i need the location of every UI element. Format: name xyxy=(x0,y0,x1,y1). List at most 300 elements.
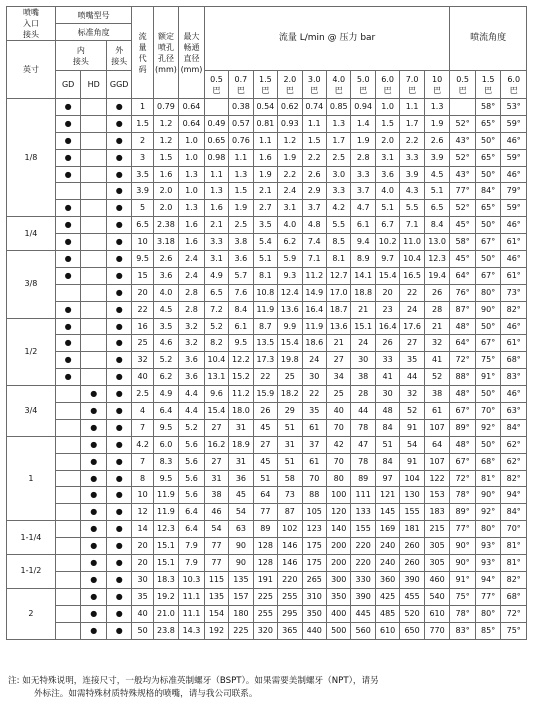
flow-value-cell: 90 xyxy=(229,538,253,555)
flow-value-cell: 38 xyxy=(424,386,450,403)
spray-angle-cell: 67° xyxy=(475,267,501,284)
spray-angle-cell: 50° xyxy=(475,166,501,183)
hd-marker-cell xyxy=(81,284,107,301)
spray-angle-cell: 50° xyxy=(475,132,501,149)
hd-marker-cell: ● xyxy=(81,555,107,572)
spray-angle-cell: 64° xyxy=(450,335,476,352)
flow-value-cell: 6.5 xyxy=(424,200,450,217)
orifice-diameter-cell: 3.5 xyxy=(153,318,179,335)
orifice-diameter-cell: 5.2 xyxy=(153,352,179,369)
ggd-marker-cell: ● xyxy=(106,200,132,217)
flow-value-cell: 3.3 xyxy=(400,149,424,166)
max-passage-cell: 5.2 xyxy=(179,419,205,436)
hd-marker-cell: ● xyxy=(81,419,107,436)
spray-angle-cell: 67° xyxy=(475,234,501,251)
flow-value-cell: 11.0 xyxy=(400,234,424,251)
spray-angle-cell: 82° xyxy=(501,571,527,588)
spray-angle-cell: 72° xyxy=(501,605,527,622)
flow-value-cell: 64 xyxy=(253,487,277,504)
ggd-marker-cell: ● xyxy=(106,386,132,403)
flow-value-cell: 15.1 xyxy=(351,318,375,335)
flow-value-cell: 265 xyxy=(302,571,326,588)
hd-marker-cell xyxy=(81,234,107,251)
flow-value-cell: 80 xyxy=(327,470,351,487)
pressure-header-9: 10 巴 xyxy=(424,71,450,99)
table-row xyxy=(7,115,527,132)
flow-value-cell: 77 xyxy=(253,504,277,521)
flow-value-cell: 183 xyxy=(424,504,450,521)
flow-value-cell: 22 xyxy=(400,284,424,301)
flow-code-cell: 50 xyxy=(132,622,153,639)
flow-value-cell: 44 xyxy=(400,369,424,386)
flow-value-cell: 70 xyxy=(327,419,351,436)
flow-value-cell: 28 xyxy=(424,301,450,318)
header-ggd: GGD xyxy=(106,71,132,99)
gd-marker-cell: ● xyxy=(55,267,81,284)
flow-value-cell: 27 xyxy=(327,352,351,369)
table-row xyxy=(7,284,527,301)
flow-value-cell: 350 xyxy=(302,605,326,622)
flow-value-cell: 51 xyxy=(253,470,277,487)
spray-angle-cell: 58° xyxy=(475,99,501,116)
gd-marker-cell xyxy=(55,521,81,538)
orifice-diameter-cell: 1.2 xyxy=(153,115,179,132)
ggd-marker-cell: ● xyxy=(106,470,132,487)
max-passage-cell: 5.6 xyxy=(179,470,205,487)
gd-marker-cell xyxy=(55,470,81,487)
flow-value-cell: 41 xyxy=(424,352,450,369)
flow-value-cell: 610 xyxy=(424,605,450,622)
flow-value-cell: 8.9 xyxy=(351,251,375,268)
flow-value-cell: 3.3 xyxy=(351,166,375,183)
flow-value-cell: 4.8 xyxy=(302,217,326,234)
flow-value-cell: 8.1 xyxy=(327,251,351,268)
ggd-marker-cell: ● xyxy=(106,538,132,555)
flow-value-cell: 104 xyxy=(400,470,424,487)
spray-angle-cell: 50° xyxy=(475,386,501,403)
flow-value-cell: 2.6 xyxy=(302,166,326,183)
flow-value-cell: 7.1 xyxy=(302,251,326,268)
flow-value-cell: 2.2 xyxy=(400,132,424,149)
flow-value-cell: 10.4 xyxy=(204,352,228,369)
flow-value-cell: 17.3 xyxy=(253,352,277,369)
table-row xyxy=(7,521,527,538)
flow-value-cell: 16.4 xyxy=(375,318,399,335)
orifice-diameter-cell: 3.18 xyxy=(153,234,179,251)
flow-value-cell: 1.1 xyxy=(229,149,253,166)
flow-value-cell: 5.5 xyxy=(327,217,351,234)
flow-value-cell: 4.0 xyxy=(375,183,399,200)
hd-marker-cell xyxy=(81,301,107,318)
spray-angle-cell: 93° xyxy=(475,538,501,555)
flow-code-cell: 20 xyxy=(132,538,153,555)
gd-marker-cell xyxy=(55,555,81,572)
flow-code-cell: 30 xyxy=(132,571,153,588)
orifice-diameter-cell: 1.2 xyxy=(153,132,179,149)
table-row xyxy=(7,200,527,217)
max-passage-cell: 2.4 xyxy=(179,251,205,268)
hd-marker-cell xyxy=(81,99,107,116)
flow-value-cell: 46 xyxy=(204,504,228,521)
flow-value-cell: 29 xyxy=(278,403,302,420)
hd-marker-cell xyxy=(81,115,107,132)
gd-marker-cell: ● xyxy=(55,200,81,217)
flow-value-cell: 3.1 xyxy=(375,149,399,166)
flow-value-cell: 360 xyxy=(375,571,399,588)
flow-value-cell: 135 xyxy=(229,571,253,588)
flow-value-cell: 16.2 xyxy=(204,436,228,453)
header-inner-thread: 内 接头 xyxy=(55,41,106,71)
flow-code-cell: 40 xyxy=(132,369,153,386)
ggd-marker-cell: ● xyxy=(106,571,132,588)
flow-value-cell: 90 xyxy=(229,555,253,572)
flow-value-cell: 1.0 xyxy=(375,99,399,116)
flow-value-cell: 78 xyxy=(351,419,375,436)
table-row xyxy=(7,419,527,436)
flow-value-cell: 7.4 xyxy=(302,234,326,251)
flow-value-cell: 225 xyxy=(229,622,253,639)
flow-value-cell: 175 xyxy=(302,555,326,572)
pressure-header-2: 1.5 巴 xyxy=(253,71,277,99)
gd-marker-cell: ● xyxy=(55,251,81,268)
spray-angle-cell: 94° xyxy=(475,571,501,588)
header-flow-title: 流量 L/min @ 压力 bar xyxy=(204,7,450,71)
pressure-header-7: 6.0 巴 xyxy=(375,71,399,99)
header-outer-thread: 外 接头 xyxy=(106,41,132,71)
max-passage-cell: 4.4 xyxy=(179,403,205,420)
ggd-marker-cell: ● xyxy=(106,419,132,436)
hd-marker-cell: ● xyxy=(81,521,107,538)
hd-marker-cell xyxy=(81,352,107,369)
spray-angle-cell: 93° xyxy=(475,555,501,572)
footnote xyxy=(8,675,523,701)
hd-marker-cell: ● xyxy=(81,386,107,403)
flow-code-cell: 3.9 xyxy=(132,183,153,200)
flow-value-cell: 9.7 xyxy=(375,251,399,268)
spray-angle-cell: 63° xyxy=(501,403,527,420)
flow-value-cell: 5.1 xyxy=(253,251,277,268)
flow-value-cell: 6.1 xyxy=(229,318,253,335)
flow-value-cell: 58 xyxy=(278,470,302,487)
flow-value-cell: 128 xyxy=(253,555,277,572)
spray-angle-cell: 59° xyxy=(501,200,527,217)
flow-value-cell: 9.9 xyxy=(278,318,302,335)
flow-value-cell: 260 xyxy=(400,555,424,572)
orifice-diameter-cell: 21.0 xyxy=(153,605,179,622)
flow-value-cell: 0.93 xyxy=(278,115,302,132)
inlet-size-cell: 1-1/2 xyxy=(7,555,56,589)
table-row xyxy=(7,453,527,470)
flow-value-cell: 146 xyxy=(278,555,302,572)
spray-angle-cell: 64° xyxy=(450,267,476,284)
flow-value-cell: 84 xyxy=(375,453,399,470)
flow-value-cell: 63 xyxy=(229,521,253,538)
orifice-diameter-cell: 18.3 xyxy=(153,571,179,588)
table-row xyxy=(7,504,527,521)
flow-value-cell: 107 xyxy=(424,419,450,436)
flow-value-cell: 2.7 xyxy=(253,200,277,217)
flow-value-cell: 445 xyxy=(351,605,375,622)
flow-value-cell: 48 xyxy=(375,403,399,420)
ggd-marker-cell: ● xyxy=(106,251,132,268)
flow-value-cell: 1.9 xyxy=(351,132,375,149)
flow-code-cell: 7 xyxy=(132,453,153,470)
orifice-diameter-cell: 4.6 xyxy=(153,335,179,352)
flow-value-cell: 540 xyxy=(424,588,450,605)
hd-marker-cell xyxy=(81,369,107,386)
spray-angle-cell: 46° xyxy=(501,217,527,234)
spray-angle-cell: 45° xyxy=(450,217,476,234)
orifice-diameter-cell: 2.38 xyxy=(153,217,179,234)
spray-angle-cell: 53° xyxy=(501,99,527,116)
spray-angle-cell: 84° xyxy=(501,419,527,436)
spray-angle-cell: 77° xyxy=(450,521,476,538)
flow-value-cell: 770 xyxy=(424,622,450,639)
header-rated-orifice: 额定 喷孔 孔径 (mm) xyxy=(153,7,179,99)
flow-code-cell: 1.5 xyxy=(132,115,153,132)
table-row xyxy=(7,234,527,251)
flow-value-cell: 17.0 xyxy=(327,284,351,301)
ggd-marker-cell: ● xyxy=(106,301,132,318)
flow-value-cell: 120 xyxy=(327,504,351,521)
table-row xyxy=(7,386,527,403)
flow-value-cell: 102 xyxy=(278,521,302,538)
flow-code-cell: 2.5 xyxy=(132,386,153,403)
spray-angle-cell: 48° xyxy=(450,318,476,335)
flow-value-cell: 8.7 xyxy=(253,318,277,335)
ggd-marker-cell: ● xyxy=(106,234,132,251)
flow-value-cell: 78 xyxy=(351,453,375,470)
flow-value-cell: 3.3 xyxy=(204,234,228,251)
header-inlet-title: 喷嘴 入口 接头 xyxy=(7,7,56,41)
flow-value-cell: 27 xyxy=(204,419,228,436)
spray-angle-cell: 90° xyxy=(475,487,501,504)
ggd-marker-cell: ● xyxy=(106,166,132,183)
spray-angle-cell: 61° xyxy=(501,267,527,284)
flow-value-cell: 14.9 xyxy=(302,284,326,301)
flow-value-cell: 88 xyxy=(302,487,326,504)
flow-value-cell: 1.3 xyxy=(327,115,351,132)
hd-marker-cell: ● xyxy=(81,403,107,420)
flow-value-cell: 1.1 xyxy=(400,99,424,116)
inlet-size-cell: 2 xyxy=(7,588,56,639)
flow-value-cell: 8.1 xyxy=(253,267,277,284)
flow-value-cell: 3.9 xyxy=(424,149,450,166)
table-row xyxy=(7,251,527,268)
flow-value-cell: 425 xyxy=(375,588,399,605)
spray-angle-cell: 68° xyxy=(501,352,527,369)
flow-value-cell: 1.5 xyxy=(302,132,326,149)
flow-value-cell: 192 xyxy=(204,622,228,639)
inlet-size-cell: 1/8 xyxy=(7,99,56,217)
flow-code-cell: 9.5 xyxy=(132,251,153,268)
flow-value-cell: 350 xyxy=(327,588,351,605)
flow-value-cell: 14.1 xyxy=(351,267,375,284)
gd-marker-cell: ● xyxy=(55,234,81,251)
flow-value-cell: 22 xyxy=(302,386,326,403)
ggd-marker-cell: ● xyxy=(106,99,132,116)
pressure-header-6: 5.0 巴 xyxy=(351,71,375,99)
flow-value-cell: 70 xyxy=(327,453,351,470)
flow-value-cell: 220 xyxy=(278,571,302,588)
spray-angle-cell: 78° xyxy=(450,605,476,622)
flow-value-cell: 35 xyxy=(400,352,424,369)
flow-value-cell: 1.5 xyxy=(229,183,253,200)
flow-value-cell: 305 xyxy=(424,538,450,555)
flow-value-cell: 0.98 xyxy=(204,149,228,166)
max-passage-cell: 0.64 xyxy=(179,115,205,132)
flow-value-cell: 7.1 xyxy=(400,217,424,234)
header-nozzle-model: 喷嘴型号 xyxy=(55,7,132,24)
hd-marker-cell: ● xyxy=(81,487,107,504)
spray-angle-cell: 89° xyxy=(450,504,476,521)
gd-marker-cell xyxy=(55,487,81,504)
spray-angle-cell: 92° xyxy=(475,419,501,436)
flow-value-cell: 2.2 xyxy=(278,166,302,183)
flow-value-cell: 26 xyxy=(253,403,277,420)
ggd-marker-cell: ● xyxy=(106,504,132,521)
flow-value-cell: 2.4 xyxy=(278,183,302,200)
flow-value-cell: 130 xyxy=(400,487,424,504)
flow-value-cell: 16.5 xyxy=(400,267,424,284)
header-max-passage: 最大 畅通 直径 (mm) xyxy=(179,7,205,99)
flow-value-cell: 1.9 xyxy=(278,149,302,166)
flow-value-cell: 320 xyxy=(253,622,277,639)
flow-value-cell: 4.0 xyxy=(278,217,302,234)
ggd-marker-cell: ● xyxy=(106,403,132,420)
spray-angle-cell: 52° xyxy=(450,115,476,132)
spray-angle-cell: 62° xyxy=(501,436,527,453)
spec-table-body xyxy=(7,99,527,640)
flow-code-cell: 15 xyxy=(132,267,153,284)
max-passage-cell: 1.6 xyxy=(179,234,205,251)
flow-code-cell: 32 xyxy=(132,352,153,369)
inlet-size-cell: 1/2 xyxy=(7,318,56,386)
flow-value-cell: 154 xyxy=(204,605,228,622)
flow-value-cell: 45 xyxy=(229,487,253,504)
spray-angle-cell: 65° xyxy=(475,149,501,166)
flow-value-cell: 19.8 xyxy=(278,352,302,369)
orifice-diameter-cell: 2.0 xyxy=(153,183,179,200)
hd-marker-cell: ● xyxy=(81,605,107,622)
spray-angle-cell: 46° xyxy=(501,132,527,149)
spray-angle-cell: 81° xyxy=(475,470,501,487)
flow-value-cell: 0.94 xyxy=(351,99,375,116)
max-passage-cell: 5.6 xyxy=(179,453,205,470)
spray-angle-cell: 46° xyxy=(501,251,527,268)
orifice-diameter-cell: 6.2 xyxy=(153,369,179,386)
orifice-diameter-cell: 4.5 xyxy=(153,301,179,318)
orifice-diameter-cell: 4.9 xyxy=(153,386,179,403)
orifice-diameter-cell: 1.6 xyxy=(153,166,179,183)
flow-code-cell: 3.5 xyxy=(132,166,153,183)
spray-angle-cell: 79° xyxy=(501,183,527,200)
ggd-marker-cell: ● xyxy=(106,436,132,453)
flow-value-cell: 2.9 xyxy=(302,183,326,200)
flow-value-cell: 31 xyxy=(229,419,253,436)
flow-value-cell: 1.6 xyxy=(204,200,228,217)
orifice-diameter-cell: 0.79 xyxy=(153,99,179,116)
spray-angle-cell: 46° xyxy=(501,318,527,335)
flow-value-cell: 18.2 xyxy=(278,386,302,403)
flow-value-cell: 11.2 xyxy=(229,386,253,403)
nozzle-spec-table xyxy=(6,6,527,640)
header-angle-title: 喷流角度 xyxy=(450,7,527,71)
flow-code-cell: 10 xyxy=(132,234,153,251)
flow-value-cell: 27 xyxy=(400,335,424,352)
flow-value-cell: 26 xyxy=(424,284,450,301)
spray-angle-cell: 43° xyxy=(450,166,476,183)
flow-value-cell: 4.9 xyxy=(204,267,228,284)
spray-angle-cell: 58° xyxy=(450,234,476,251)
ggd-marker-cell: ● xyxy=(106,487,132,504)
flow-value-cell: 5.2 xyxy=(204,318,228,335)
spray-angle-cell: 80° xyxy=(475,521,501,538)
flow-value-cell: 1.1 xyxy=(302,115,326,132)
flow-value-cell: 15.4 xyxy=(278,335,302,352)
hd-marker-cell xyxy=(81,318,107,335)
flow-value-cell: 25 xyxy=(327,386,351,403)
flow-value-cell: 2.2 xyxy=(302,149,326,166)
flow-value-cell: 21 xyxy=(327,335,351,352)
ggd-marker-cell: ● xyxy=(106,605,132,622)
spray-angle-cell: 73° xyxy=(501,284,527,301)
flow-value-cell: 89 xyxy=(351,470,375,487)
table-row xyxy=(7,588,527,605)
flow-value-cell: 3.3 xyxy=(327,183,351,200)
spray-angle-cell: 46° xyxy=(501,386,527,403)
orifice-diameter-cell: 11.9 xyxy=(153,504,179,521)
spray-angle-cell: 68° xyxy=(501,588,527,605)
ggd-marker-cell: ● xyxy=(106,588,132,605)
pressure-header-5: 4.0 巴 xyxy=(327,71,351,99)
spray-angle-cell: 83° xyxy=(501,369,527,386)
flow-value-cell: 54 xyxy=(229,504,253,521)
flow-value-cell: 6.7 xyxy=(375,217,399,234)
spray-angle-cell: 70° xyxy=(501,521,527,538)
ggd-marker-cell: ● xyxy=(106,521,132,538)
flow-value-cell: 2.0 xyxy=(375,132,399,149)
gd-marker-cell xyxy=(55,605,81,622)
flow-value-cell: 13.0 xyxy=(424,234,450,251)
footnote-line-2: 外标注。如需特殊材质特殊规格的喷嘴，请与我公司联系。 xyxy=(34,689,258,699)
orifice-diameter-cell: 9.5 xyxy=(153,419,179,436)
flow-value-cell: 32 xyxy=(424,335,450,352)
gd-marker-cell xyxy=(55,504,81,521)
flow-value-cell: 128 xyxy=(253,538,277,555)
flow-value-cell: 52 xyxy=(424,369,450,386)
flow-value-cell: 8.5 xyxy=(327,234,351,251)
inlet-size-cell: 1-1/4 xyxy=(7,521,56,555)
gd-marker-cell xyxy=(55,538,81,555)
flow-code-cell: 5 xyxy=(132,200,153,217)
flow-value-cell: 5.4 xyxy=(253,234,277,251)
flow-value-cell xyxy=(204,99,228,116)
flow-value-cell: 22 xyxy=(253,369,277,386)
flow-value-cell: 9.3 xyxy=(278,267,302,284)
spray-angle-cell: 76° xyxy=(450,284,476,301)
flow-value-cell: 2.8 xyxy=(351,149,375,166)
hd-marker-cell: ● xyxy=(81,470,107,487)
spray-angle-cell: 91° xyxy=(450,571,476,588)
flow-value-cell: 13.6 xyxy=(327,318,351,335)
flow-value-cell: 16.4 xyxy=(302,301,326,318)
flow-value-cell: 61 xyxy=(424,403,450,420)
flow-value-cell: 8.4 xyxy=(424,217,450,234)
flow-value-cell: 28 xyxy=(351,386,375,403)
flow-value-cell: 5.7 xyxy=(229,267,253,284)
spray-angle-cell: 48° xyxy=(450,436,476,453)
